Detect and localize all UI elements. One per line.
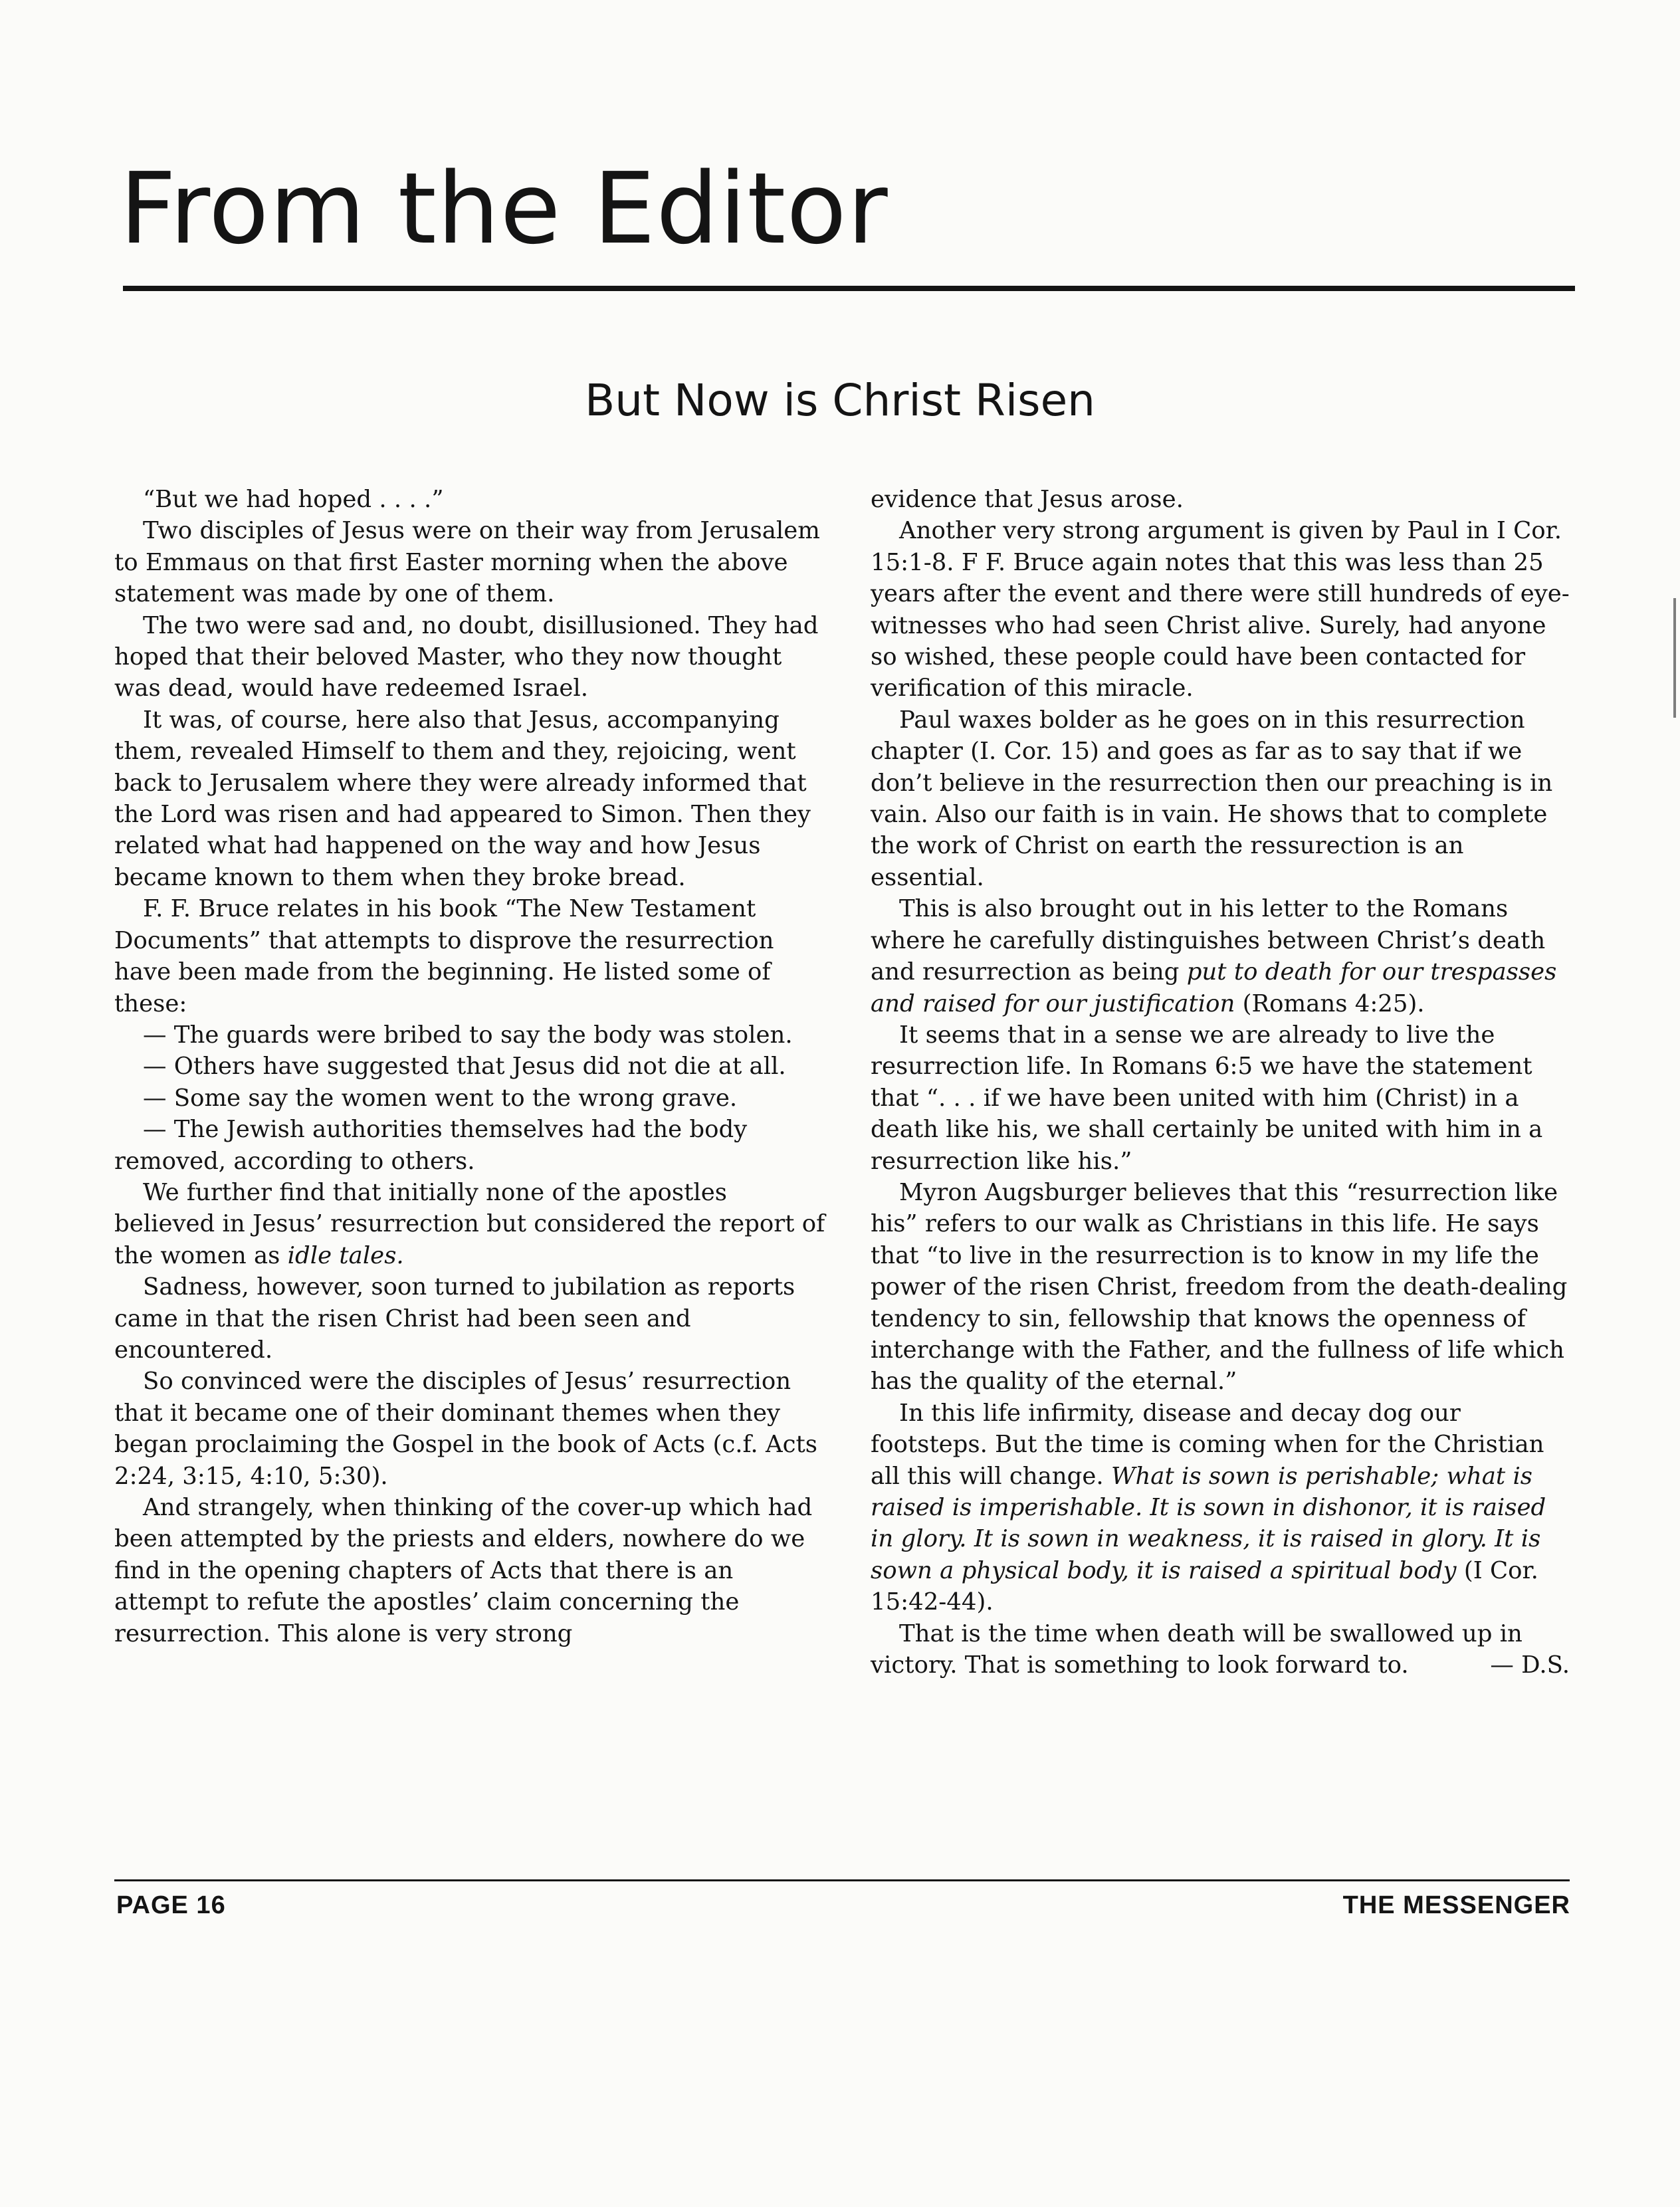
- right-column: [871, 484, 1570, 1681]
- paragraph: “But we had hoped . . . .”: [143, 486, 444, 513]
- footer-rule: [114, 1879, 1570, 1881]
- paragraph: The two were sad and, no doubt, disillusioned. They had hoped that their beloved Master, who they now thought was dead, would have redeemed Israel.: [114, 611, 819, 702]
- section-title: From the Editor: [120, 152, 889, 266]
- page-edge-mark: [1673, 598, 1676, 718]
- paragraph: Another very strong argument is given by Paul in I Cor. 15:1-8. F F. Bruce again notes that this was less than 25 years after the event and there were still hundreds of eye-witnesses who had seen Christ alive. Surely, had anyone so wished, these people could have been contacted for verification of this miracle.: [871, 517, 1570, 702]
- list-item: — The Jewish authorities themselves had the body removed, according to others.: [114, 1116, 748, 1175]
- title-rule: [123, 286, 1575, 291]
- list-item: — Others have suggested that Jesus did not die at all.: [143, 1053, 786, 1081]
- paragraph: Sadness, however, soon turned to jubilation as reports came in that the risen Christ had been seen and encountered.: [114, 1273, 795, 1364]
- paragraph: So convinced were the disciples of Jesus’ resurrection that it became one of their dominant themes when they began proclaiming the Gospel in the book of Acts (c.f. Acts 2:24, 3:15, 4:10, 5:30).: [114, 1368, 817, 1490]
- list-item: — Some say the women went to the wrong grave.: [143, 1084, 738, 1112]
- article-title: But Now is Christ Risen: [584, 375, 1096, 426]
- paragraph: It seems that in a sense we are already to live the resurrection life. In Romans 6:5 we have the statement that “. . . if we have been united with him (Christ) in a death like his, we shall certainly be united with him in a resurrection like his.”: [871, 1021, 1543, 1175]
- paragraph: Paul waxes bolder as he goes on in this resurrection chapter (I. Cor. 15) and goes as far as to say that if we don’t believe in the resurrection then our preaching is in vain. Also our faith is in vain. He shows that to complete the work of Christ on earth the ressurection is an essential.: [871, 706, 1553, 891]
- paragraph: Two disciples of Jesus were on their way from Jerusalem to Emmaus on that first Easter morning when the above statement was made by one of them.: [114, 517, 820, 608]
- paragraph-text: (I Cor. 15:42-44).: [871, 1556, 1538, 1616]
- paragraph: F. F. Bruce relates in his book “The New Testament Documents” that attempts to disprove the resurrection have been made from the beginning. He listed some of these:: [114, 895, 774, 1017]
- left-column: [114, 484, 832, 1649]
- page-number: PAGE 16: [116, 1891, 226, 1919]
- paragraph: [871, 1618, 1570, 1681]
- emphasis-text: put to death for our trespasses and raised for our justification: [871, 958, 1557, 1017]
- author-signature: — D.S.: [1490, 1651, 1570, 1679]
- publication-name: THE MESSENGER: [1342, 1891, 1570, 1919]
- paragraph: evidence that Jesus arose.: [871, 486, 1184, 513]
- paragraph: Myron Augsburger believes that this “resurrection like his” refers to our walk as Christians in this life. He says that “to live in the resurrection is to know in my life the power of the risen Christ, freedom from the death-dealing tendency to sin, fellowship that knows the openness of interchange with the Father, and the fullness of life which has the quality of the eternal.”: [871, 1178, 1568, 1396]
- paragraph: [871, 893, 1570, 1019]
- emphasis-text: idle tales.: [287, 1241, 404, 1269]
- paragraph-text: That is the time when death will be swallowed up in victory. That is something to look forward to.: [871, 1620, 1522, 1679]
- paragraph-text: In this life infirmity, disease and decay dog our footsteps. But the time is coming when for the Christian all this will change.: [871, 1399, 1544, 1490]
- paragraph: [114, 1177, 832, 1271]
- paragraph-text: (Romans 4:25).: [1235, 990, 1425, 1017]
- list-item: — The guards were bribed to say the body was stolen.: [143, 1021, 793, 1049]
- emphasis-text: What is sown is perishable; what is raised is imperishable. It is sown in dishonor, it is raised in glory. It is sown in weakness, it is raised in glory. It is sown a physical body, it is raised a spiritual body: [871, 1462, 1546, 1584]
- paragraph: It was, of course, here also that Jesus, accompanying them, revealed Himself to them and they, rejoicing, went back to Jerusalem where they were already informed that the Lord was risen and had appeared to Simon. Then they related what had happened on the way and how Jesus became known to them when they broke bread.: [114, 706, 811, 891]
- paragraph-text: We further find that initially none of the apostles believed in Jesus’ resurrection but considered the report of the women as: [114, 1178, 825, 1269]
- paragraph: [871, 1398, 1570, 1618]
- paragraph: And strangely, when thinking of the cover-up which had been attempted by the priests and elders, nowhere do we find in the opening chapters of Acts that there is an attempt to refute the apostles’ claim concerning the resurrection. This alone is very strong: [114, 1494, 813, 1647]
- paragraph-text: This is also brought out in his letter to the Romans where he carefully distinguishes between Christ’s death and resurrection as being: [871, 895, 1546, 986]
